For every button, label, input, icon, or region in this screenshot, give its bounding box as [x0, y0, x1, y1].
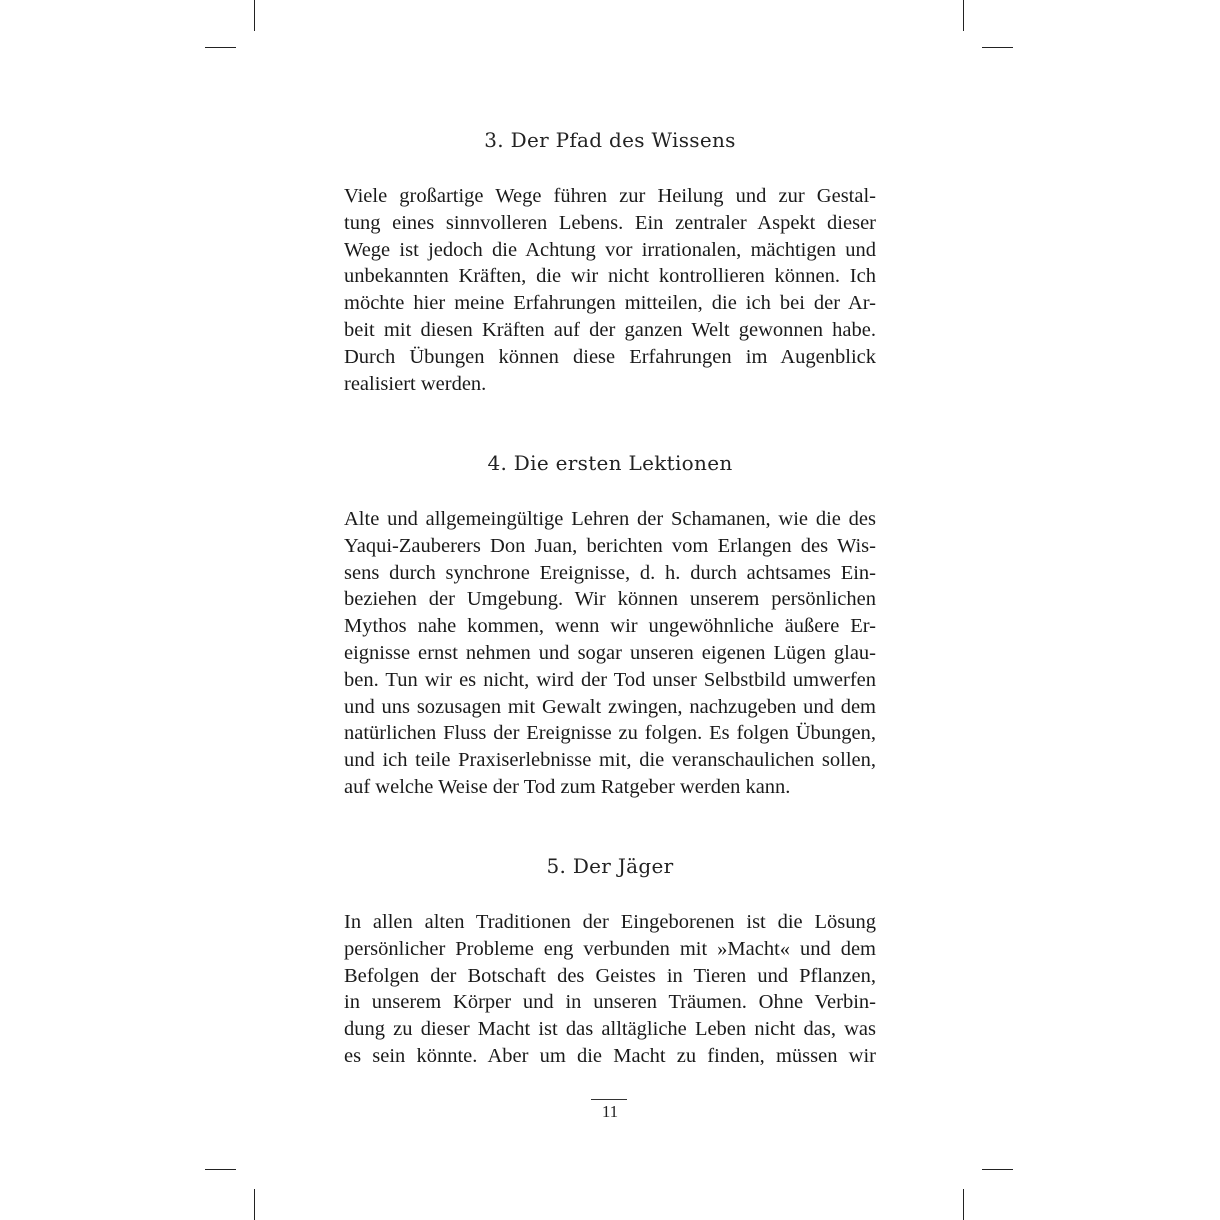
footer-rule	[591, 1099, 627, 1100]
text-line: sens durch synchrone Ereignisse, d. h. durch achtsames Ein-	[344, 561, 876, 584]
text-line: Mythos nahe kommen, wenn wir ungewöhnliche äußere Er-	[344, 615, 876, 638]
section-title: 5. Der Jäger	[546, 854, 674, 878]
section-paragraph	[344, 183, 876, 397]
text-line: beit mit diesen Kräften auf der ganzen Welt gewonnen habe.	[344, 318, 876, 341]
crop-mark-top-right-horizontal	[982, 47, 1013, 48]
text-line: Yaqui-Zauberers Don Juan, berichten vom Erlangen des Wis-	[344, 534, 876, 557]
section-title: 4. Die ersten Lektionen	[487, 451, 733, 475]
text-line: und uns sozusagen mit Gewalt zwingen, nachzugeben und dem	[344, 695, 876, 718]
text-line: beziehen der Umgebung. Wir können unserem persönlichen	[344, 588, 876, 611]
page-number: 11	[601, 1102, 619, 1121]
crop-mark-bottom-left-vertical	[254, 1189, 255, 1220]
text-line: auf welche Weise der Tod zum Ratgeber werden kann.	[344, 775, 791, 798]
crop-mark-top-left-horizontal	[205, 47, 236, 48]
text-line: Viele großartige Wege führen zur Heilung und zur Gestal-	[344, 185, 876, 207]
crop-mark-top-left-vertical	[254, 0, 255, 31]
text-line: eignisse ernst nehmen und sogar unseren eigenen Lügen glau-	[344, 641, 876, 664]
text-line: In allen alten Traditionen der Eingeborenen ist die Lösung	[344, 911, 876, 933]
text-line: und ich teile Praxiserlebnisse mit, die veranschaulichen sollen,	[344, 749, 876, 772]
text-line: ben. Tun wir es nicht, wird der Tod unser Selbstbild umwerfen	[344, 668, 876, 691]
crop-mark-bottom-left-horizontal	[205, 1169, 236, 1170]
text-line: Befolgen der Botschaft des Geistes in Tieren und Pflanzen,	[344, 964, 876, 987]
text-line: es sein könnte. Aber um die Macht zu finden, müssen wir	[344, 1044, 876, 1067]
text-line: dung zu dieser Macht ist das alltägliche Leben nicht das, was	[344, 1018, 876, 1041]
crop-mark-top-right-vertical	[963, 0, 964, 31]
crop-mark-bottom-right-vertical	[963, 1189, 964, 1220]
text-line: tung eines sinnvolleren Lebens. Ein zentraler Aspekt dieser	[344, 211, 876, 234]
section-paragraph	[344, 909, 876, 1070]
text-line: Durch Übungen können diese Erfahrungen im Augenblick	[344, 345, 876, 368]
text-line: realisiert werden.	[344, 372, 487, 395]
text-line: natürlichen Fluss der Ereignisse zu folgen. Es folgen Übungen,	[344, 722, 876, 745]
text-line: Alte und allgemeingültige Lehren der Schamanen, wie die des	[344, 508, 876, 530]
text-line: in unserem Körper und in unseren Träumen. Ohne Verbin-	[344, 991, 876, 1014]
text-line: Wege ist jedoch die Achtung vor irrationalen, mächtigen und	[344, 238, 876, 261]
text-line: möchte hier meine Erfahrungen mitteilen, die ich bei der Ar-	[344, 292, 876, 315]
section-paragraph	[344, 506, 876, 801]
crop-mark-bottom-right-horizontal	[982, 1169, 1013, 1170]
text-line: unbekannten Kräften, die wir nicht kontrollieren können. Ich	[344, 265, 876, 288]
text-line: persönlicher Probleme eng verbunden mit »Macht« und dem	[344, 937, 876, 960]
section-title: 3. Der Pfad des Wissens	[484, 128, 736, 152]
